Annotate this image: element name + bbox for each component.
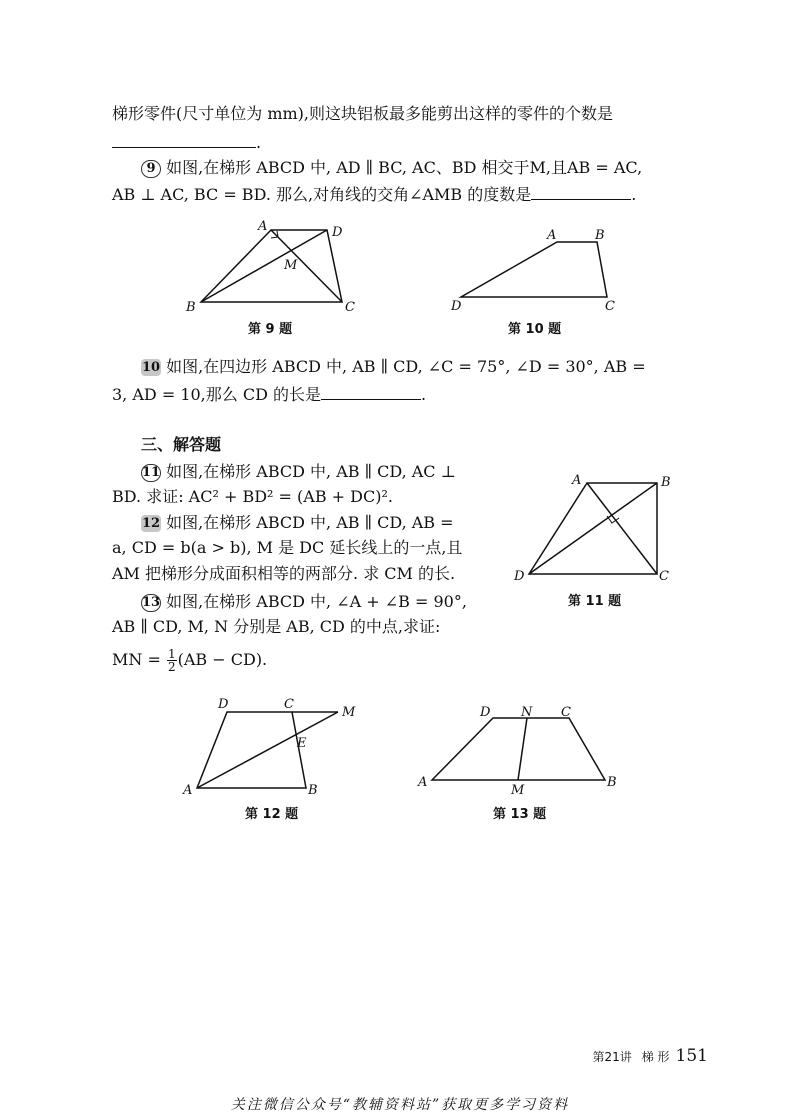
q11-line-1: 11 如图,在梯形 ABCD 中, AB ∥ CD, AC ⊥ [142, 462, 456, 481]
watermark-text: 关注微信公众号“教辅资料站”获取更多学习资料 [230, 1097, 570, 1113]
page-footer [592, 1046, 708, 1066]
q10-line-2: 3, AD = 10,那么 CD 的长是 . [112, 385, 427, 404]
fig9-caption: 第 9 题 [248, 322, 293, 337]
fig12-label-B: B [308, 783, 318, 798]
fig13-label-D: D [480, 705, 491, 720]
fig12-label-A: A [183, 783, 193, 798]
intro-line-1: 梯形零件(尺寸单位为 mm),则这块铝板最多能剪出这样的零件的个数是 [112, 104, 614, 123]
fig9-label-C: C [345, 300, 355, 315]
page-number: 151 [675, 1046, 708, 1066]
fig13-label-C: C [561, 705, 571, 720]
fig13-label-A: A [418, 775, 428, 790]
q12-line-1: 12 如图,在梯形 ABCD 中, AB ∥ CD, AB = [141, 513, 454, 532]
q11-line-2: BD. 求证: AC² + BD² = (AB + DC)². [112, 487, 393, 506]
q10-number: 10 [141, 360, 161, 375]
fig11-label-C: C [659, 569, 669, 584]
fig9-label-B: B [186, 300, 196, 315]
q13-line-3: MN = $\frac{1}{2}$ (AB − CD). [112, 647, 268, 674]
fraction-one-half: $\frac{1}{2}$ [167, 647, 176, 674]
q11-number: 11 [142, 465, 161, 480]
q9-number: 9 [141, 160, 161, 178]
fig9-label-D: D [332, 225, 343, 240]
section-title: 三、解答题 [141, 435, 222, 454]
answer-blank [531, 185, 631, 200]
chapter-title: 梯 形 [641, 1050, 670, 1064]
fig12-label-C: C [284, 697, 294, 712]
fig11-label-D: D [514, 569, 525, 584]
q9-line-2: AB ⊥ AC, BC = BD. 那么,对角线的交角∠AMB 的度数是 . [112, 185, 637, 204]
fig9-label-A: A [258, 219, 268, 234]
fig10-label-A: A [547, 228, 557, 243]
figure-10 [445, 222, 625, 312]
q9-line-1: 9 如图,在梯形 ABCD 中, AD ∥ BC, AC、BD 相交于M,且AB = AC, [141, 158, 642, 178]
fig13-label-B: B [607, 775, 617, 790]
figure-11 [510, 470, 685, 590]
q10-line-1: 10 如图,在四边形 ABCD 中, AB ∥ CD, ∠C = 75°, ∠D = 30°, AB = [141, 357, 646, 376]
fig13-caption: 第 13 题 [493, 807, 547, 822]
fig10-label-D: D [451, 299, 462, 314]
fig12-caption: 第 12 题 [245, 807, 299, 822]
fig11-label-A: A [572, 473, 582, 488]
q12-number: 12 [141, 516, 161, 531]
figure-13 [415, 700, 620, 798]
figure-12 [180, 695, 360, 798]
fig11-caption: 第 11 题 [568, 594, 622, 609]
fig12-label-M: M [342, 705, 356, 720]
q13-line-2: AB ∥ CD, M, N 分别是 AB, CD 的中点,求证: [112, 617, 441, 636]
figure-9 [180, 216, 370, 316]
fig12-label-D: D [218, 697, 229, 712]
answer-blank [321, 385, 421, 400]
fig12-label-E: E [297, 736, 307, 751]
chapter-label: 第21讲 [592, 1050, 632, 1064]
fig9-label-M: M [284, 258, 298, 273]
intro-line-2: . [112, 133, 261, 153]
fig13-label-N: N [521, 705, 533, 720]
q13-number: 13 [142, 595, 161, 610]
fig11-label-B: B [661, 475, 671, 490]
answer-blank [112, 133, 256, 148]
q12-line-3: AM 把梯形分成面积相等的两部分. 求 CM 的长. [112, 564, 456, 583]
fig10-label-B: B [595, 228, 605, 243]
fig10-label-C: C [605, 299, 615, 314]
q13-line-1: 13 如图,在梯形 ABCD 中, ∠A + ∠B = 90°, [142, 592, 467, 611]
fig10-caption: 第 10 题 [508, 322, 562, 337]
q12-line-2: a, CD = b(a > b), M 是 DC 延长线上的一点,且 [112, 538, 463, 557]
fig13-label-M: M [511, 783, 525, 798]
